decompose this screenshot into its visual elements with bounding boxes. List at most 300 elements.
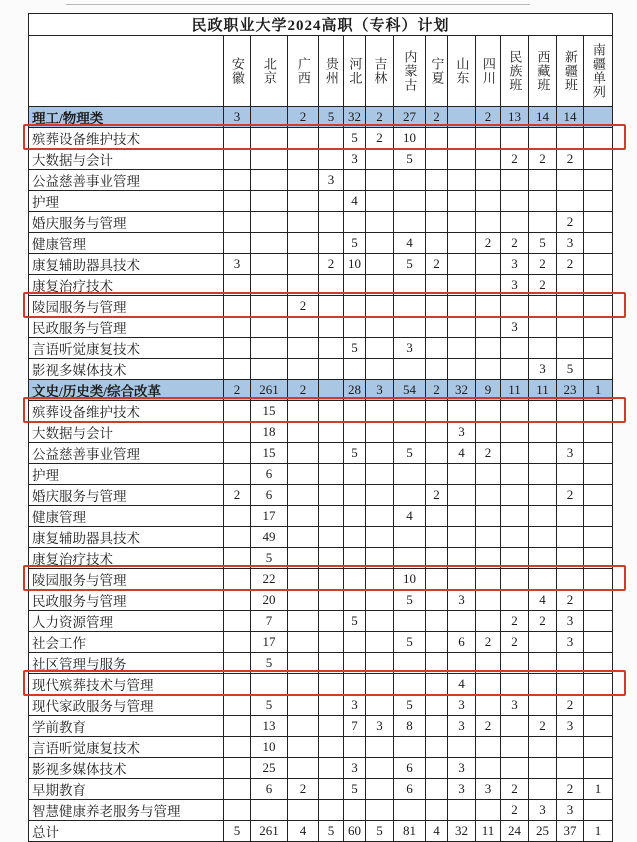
value-cell: 18 bbox=[251, 422, 288, 443]
row-label: 大数据与会计 bbox=[29, 149, 224, 170]
row-label: 人力资源管理 bbox=[29, 611, 224, 632]
value-cell: 3 bbox=[344, 758, 366, 779]
value-cell bbox=[366, 149, 394, 170]
value-cell: 49 bbox=[251, 527, 288, 548]
value-cell bbox=[224, 632, 251, 653]
column-header bbox=[426, 36, 448, 107]
value-cell: 2 bbox=[366, 128, 394, 149]
value-cell bbox=[319, 800, 344, 821]
value-cell bbox=[394, 296, 426, 317]
table-title-row bbox=[29, 14, 613, 36]
value-cell: 15 bbox=[251, 401, 288, 422]
value-cell bbox=[288, 800, 319, 821]
value-cell bbox=[584, 758, 613, 779]
value-cell bbox=[448, 485, 476, 506]
value-cell: 32 bbox=[344, 107, 366, 128]
value-cell bbox=[224, 401, 251, 422]
value-cell bbox=[319, 695, 344, 716]
value-cell: 32 bbox=[448, 380, 476, 401]
value-cell bbox=[426, 569, 448, 590]
value-cell bbox=[426, 506, 448, 527]
value-cell: 5 bbox=[344, 338, 366, 359]
value-cell bbox=[288, 401, 319, 422]
value-cell bbox=[584, 695, 613, 716]
value-cell bbox=[224, 317, 251, 338]
cropped-row-remnant-line bbox=[66, 4, 530, 5]
value-cell bbox=[501, 737, 529, 758]
column-header-label: 吉林 bbox=[372, 57, 388, 85]
value-cell bbox=[394, 485, 426, 506]
value-cell: 5 bbox=[557, 359, 584, 380]
value-cell: 4 bbox=[288, 821, 319, 842]
value-cell bbox=[529, 758, 557, 779]
value-cell bbox=[476, 800, 501, 821]
value-cell bbox=[529, 674, 557, 695]
value-cell bbox=[366, 317, 394, 338]
value-cell bbox=[476, 548, 501, 569]
value-cell: 261 bbox=[251, 380, 288, 401]
value-cell bbox=[251, 296, 288, 317]
value-cell bbox=[448, 464, 476, 485]
value-cell bbox=[426, 590, 448, 611]
value-cell: 5 bbox=[251, 695, 288, 716]
value-cell: 10 bbox=[251, 737, 288, 758]
column-header-label: 西藏班 bbox=[535, 50, 551, 92]
value-cell: 3 bbox=[319, 170, 344, 191]
row-label: 护理 bbox=[29, 464, 224, 485]
value-cell: 2 bbox=[501, 149, 529, 170]
value-cell: 2 bbox=[501, 233, 529, 254]
value-cell bbox=[426, 233, 448, 254]
value-cell bbox=[584, 464, 613, 485]
value-cell bbox=[366, 254, 394, 275]
value-cell: 22 bbox=[251, 569, 288, 590]
value-cell bbox=[426, 317, 448, 338]
value-cell: 17 bbox=[251, 506, 288, 527]
value-cell bbox=[344, 422, 366, 443]
value-cell bbox=[584, 254, 613, 275]
value-cell bbox=[319, 338, 344, 359]
value-cell: 3 bbox=[557, 611, 584, 632]
value-cell bbox=[319, 233, 344, 254]
value-cell bbox=[584, 170, 613, 191]
value-cell bbox=[288, 506, 319, 527]
value-cell: 37 bbox=[557, 821, 584, 842]
column-header-label: 山东 bbox=[454, 57, 470, 85]
value-cell bbox=[476, 758, 501, 779]
value-cell bbox=[319, 296, 344, 317]
value-cell bbox=[476, 464, 501, 485]
value-cell: 2 bbox=[476, 716, 501, 737]
value-cell: 3 bbox=[501, 275, 529, 296]
value-cell: 2 bbox=[529, 254, 557, 275]
section-row bbox=[29, 107, 613, 128]
column-header-label: 四川 bbox=[480, 57, 496, 85]
value-cell bbox=[448, 611, 476, 632]
value-cell bbox=[448, 548, 476, 569]
value-cell bbox=[557, 653, 584, 674]
value-cell bbox=[224, 296, 251, 317]
value-cell bbox=[319, 359, 344, 380]
value-cell bbox=[557, 422, 584, 443]
value-cell: 5 bbox=[319, 821, 344, 842]
value-cell bbox=[394, 191, 426, 212]
value-cell bbox=[584, 716, 613, 737]
row-label: 言语听觉康复技术 bbox=[29, 338, 224, 359]
row-label: 殡葬设备维护技术 bbox=[29, 128, 224, 149]
value-cell: 2 bbox=[476, 443, 501, 464]
value-cell bbox=[251, 317, 288, 338]
value-cell: 3 bbox=[529, 800, 557, 821]
value-cell bbox=[319, 716, 344, 737]
value-cell bbox=[366, 653, 394, 674]
value-cell bbox=[344, 317, 366, 338]
page-title: 民政职业大学2024高职（专科）计划 bbox=[29, 14, 613, 36]
value-cell bbox=[476, 338, 501, 359]
column-header-label: 南疆单列 bbox=[590, 43, 606, 99]
column-header bbox=[344, 36, 366, 107]
value-cell bbox=[584, 233, 613, 254]
value-cell bbox=[319, 149, 344, 170]
value-cell: 5 bbox=[319, 107, 344, 128]
value-cell bbox=[224, 443, 251, 464]
value-cell bbox=[501, 443, 529, 464]
value-cell: 2 bbox=[288, 380, 319, 401]
value-cell: 1 bbox=[584, 380, 613, 401]
value-cell bbox=[584, 275, 613, 296]
table-row bbox=[29, 800, 613, 821]
row-label: 公益慈善事业管理 bbox=[29, 443, 224, 464]
value-cell: 3 bbox=[501, 317, 529, 338]
value-cell bbox=[584, 548, 613, 569]
value-cell: 4 bbox=[448, 443, 476, 464]
value-cell bbox=[288, 191, 319, 212]
table-row bbox=[29, 527, 613, 548]
value-cell bbox=[319, 506, 344, 527]
value-cell bbox=[319, 674, 344, 695]
value-cell: 2 bbox=[224, 485, 251, 506]
value-cell: 2 bbox=[529, 149, 557, 170]
value-cell: 2 bbox=[288, 779, 319, 800]
value-cell: 28 bbox=[344, 380, 366, 401]
value-cell bbox=[529, 212, 557, 233]
value-cell bbox=[448, 338, 476, 359]
row-label: 婚庆服务与管理 bbox=[29, 212, 224, 233]
value-cell bbox=[426, 338, 448, 359]
table-row bbox=[29, 506, 613, 527]
value-cell: 3 bbox=[557, 800, 584, 821]
value-cell bbox=[394, 275, 426, 296]
table-row bbox=[29, 170, 613, 191]
value-cell bbox=[529, 569, 557, 590]
table-row bbox=[29, 611, 613, 632]
table-row bbox=[29, 296, 613, 317]
value-cell bbox=[557, 506, 584, 527]
value-cell bbox=[224, 338, 251, 359]
value-cell bbox=[319, 779, 344, 800]
value-cell bbox=[366, 548, 394, 569]
column-header bbox=[501, 36, 529, 107]
value-cell bbox=[557, 464, 584, 485]
value-cell bbox=[501, 191, 529, 212]
value-cell bbox=[224, 149, 251, 170]
value-cell bbox=[288, 590, 319, 611]
column-header-label: 新疆班 bbox=[562, 50, 578, 92]
column-header-label: 河北 bbox=[347, 57, 363, 85]
value-cell bbox=[476, 149, 501, 170]
value-cell bbox=[501, 401, 529, 422]
value-cell bbox=[529, 191, 557, 212]
value-cell bbox=[224, 779, 251, 800]
value-cell: 2 bbox=[366, 107, 394, 128]
value-cell: 14 bbox=[529, 107, 557, 128]
row-label: 大数据与会计 bbox=[29, 422, 224, 443]
column-header-row bbox=[29, 36, 613, 107]
value-cell bbox=[319, 632, 344, 653]
table-row bbox=[29, 422, 613, 443]
value-cell bbox=[224, 170, 251, 191]
value-cell: 6 bbox=[251, 485, 288, 506]
value-cell: 2 bbox=[529, 716, 557, 737]
value-cell: 10 bbox=[344, 254, 366, 275]
value-cell: 3 bbox=[448, 779, 476, 800]
value-cell: 10 bbox=[394, 128, 426, 149]
value-cell bbox=[251, 128, 288, 149]
value-cell bbox=[251, 800, 288, 821]
table-row bbox=[29, 485, 613, 506]
value-cell: 3 bbox=[344, 695, 366, 716]
value-cell bbox=[319, 401, 344, 422]
value-cell bbox=[501, 758, 529, 779]
value-cell bbox=[344, 212, 366, 233]
value-cell bbox=[584, 653, 613, 674]
table-row bbox=[29, 254, 613, 275]
value-cell: 3 bbox=[224, 254, 251, 275]
value-cell bbox=[426, 401, 448, 422]
value-cell bbox=[448, 296, 476, 317]
value-cell bbox=[288, 254, 319, 275]
value-cell: 2 bbox=[501, 611, 529, 632]
column-header bbox=[557, 36, 584, 107]
value-cell: 5 bbox=[394, 590, 426, 611]
value-cell: 6 bbox=[251, 779, 288, 800]
value-cell bbox=[584, 800, 613, 821]
value-cell bbox=[366, 674, 394, 695]
value-cell bbox=[476, 128, 501, 149]
table-row bbox=[29, 338, 613, 359]
value-cell: 3 bbox=[529, 359, 557, 380]
value-cell bbox=[426, 275, 448, 296]
value-cell bbox=[366, 275, 394, 296]
value-cell bbox=[426, 695, 448, 716]
value-cell bbox=[476, 191, 501, 212]
value-cell: 7 bbox=[251, 611, 288, 632]
value-cell: 24 bbox=[501, 821, 529, 842]
row-label: 健康管理 bbox=[29, 506, 224, 527]
value-cell bbox=[584, 149, 613, 170]
admission-plan-table bbox=[28, 13, 613, 842]
value-cell bbox=[319, 464, 344, 485]
value-cell: 3 bbox=[476, 779, 501, 800]
admission-plan-table-container bbox=[28, 13, 612, 840]
value-cell bbox=[584, 590, 613, 611]
value-cell bbox=[251, 107, 288, 128]
value-cell bbox=[529, 695, 557, 716]
column-header-label: 安徽 bbox=[229, 57, 245, 85]
value-cell bbox=[344, 464, 366, 485]
value-cell bbox=[394, 527, 426, 548]
value-cell bbox=[288, 527, 319, 548]
value-cell: 2 bbox=[224, 380, 251, 401]
value-cell: 3 bbox=[394, 338, 426, 359]
value-cell: 11 bbox=[476, 821, 501, 842]
value-cell: 15 bbox=[251, 443, 288, 464]
value-cell bbox=[288, 653, 319, 674]
value-cell: 11 bbox=[529, 380, 557, 401]
value-cell bbox=[224, 716, 251, 737]
value-cell bbox=[476, 422, 501, 443]
value-cell bbox=[529, 485, 557, 506]
value-cell bbox=[344, 275, 366, 296]
value-cell bbox=[448, 191, 476, 212]
column-header bbox=[448, 36, 476, 107]
value-cell bbox=[288, 338, 319, 359]
value-cell bbox=[319, 422, 344, 443]
value-cell bbox=[426, 422, 448, 443]
value-cell bbox=[366, 338, 394, 359]
value-cell: 13 bbox=[251, 716, 288, 737]
value-cell: 5 bbox=[394, 695, 426, 716]
value-cell bbox=[394, 674, 426, 695]
row-label: 理工/物理类 bbox=[29, 107, 224, 128]
value-cell bbox=[584, 128, 613, 149]
value-cell bbox=[476, 695, 501, 716]
value-cell bbox=[584, 191, 613, 212]
value-cell bbox=[319, 527, 344, 548]
value-cell: 2 bbox=[476, 233, 501, 254]
value-cell bbox=[288, 149, 319, 170]
value-cell bbox=[344, 359, 366, 380]
column-header bbox=[394, 36, 426, 107]
value-cell: 2 bbox=[557, 485, 584, 506]
value-cell bbox=[584, 737, 613, 758]
value-cell bbox=[584, 338, 613, 359]
table-row bbox=[29, 779, 613, 800]
value-cell bbox=[584, 212, 613, 233]
total-row bbox=[29, 821, 613, 842]
value-cell bbox=[366, 233, 394, 254]
value-cell bbox=[366, 485, 394, 506]
header-spacer-cell bbox=[29, 36, 224, 107]
value-cell bbox=[448, 527, 476, 548]
value-cell bbox=[366, 527, 394, 548]
value-cell bbox=[319, 548, 344, 569]
value-cell bbox=[224, 233, 251, 254]
table-row bbox=[29, 653, 613, 674]
table-row bbox=[29, 191, 613, 212]
value-cell: 5 bbox=[344, 233, 366, 254]
value-cell bbox=[448, 275, 476, 296]
value-cell: 5 bbox=[344, 443, 366, 464]
value-cell: 25 bbox=[529, 821, 557, 842]
value-cell: 5 bbox=[394, 632, 426, 653]
value-cell: 3 bbox=[501, 254, 529, 275]
value-cell bbox=[319, 611, 344, 632]
value-cell: 3 bbox=[557, 632, 584, 653]
value-cell: 14 bbox=[557, 107, 584, 128]
value-cell bbox=[344, 401, 366, 422]
value-cell bbox=[529, 737, 557, 758]
table-row bbox=[29, 149, 613, 170]
row-label: 现代家政服务与管理 bbox=[29, 695, 224, 716]
value-cell bbox=[288, 422, 319, 443]
value-cell bbox=[501, 170, 529, 191]
value-cell bbox=[224, 590, 251, 611]
value-cell bbox=[394, 737, 426, 758]
value-cell bbox=[557, 548, 584, 569]
value-cell bbox=[529, 653, 557, 674]
column-header-label: 贵州 bbox=[323, 57, 339, 85]
value-cell bbox=[251, 275, 288, 296]
value-cell bbox=[251, 212, 288, 233]
value-cell: 5 bbox=[529, 233, 557, 254]
column-header bbox=[288, 36, 319, 107]
value-cell bbox=[288, 611, 319, 632]
row-label: 护理 bbox=[29, 191, 224, 212]
value-cell: 7 bbox=[344, 716, 366, 737]
value-cell bbox=[529, 527, 557, 548]
value-cell bbox=[529, 464, 557, 485]
table-row bbox=[29, 674, 613, 695]
value-cell bbox=[476, 275, 501, 296]
value-cell bbox=[426, 779, 448, 800]
value-cell bbox=[501, 464, 529, 485]
value-cell bbox=[476, 212, 501, 233]
value-cell bbox=[394, 548, 426, 569]
value-cell bbox=[476, 485, 501, 506]
value-cell bbox=[557, 569, 584, 590]
value-cell: 3 bbox=[557, 443, 584, 464]
value-cell bbox=[501, 359, 529, 380]
value-cell bbox=[448, 149, 476, 170]
value-cell bbox=[288, 758, 319, 779]
value-cell bbox=[344, 548, 366, 569]
value-cell bbox=[224, 800, 251, 821]
row-label: 影视多媒体技术 bbox=[29, 359, 224, 380]
value-cell bbox=[319, 191, 344, 212]
row-label: 康复治疗技术 bbox=[29, 548, 224, 569]
value-cell bbox=[344, 800, 366, 821]
column-header bbox=[529, 36, 557, 107]
value-cell: 32 bbox=[448, 821, 476, 842]
value-cell bbox=[529, 317, 557, 338]
value-cell: 2 bbox=[501, 632, 529, 653]
value-cell bbox=[529, 506, 557, 527]
value-cell bbox=[344, 569, 366, 590]
value-cell bbox=[557, 275, 584, 296]
value-cell bbox=[394, 422, 426, 443]
column-header bbox=[366, 36, 394, 107]
value-cell bbox=[426, 443, 448, 464]
value-cell bbox=[288, 212, 319, 233]
value-cell bbox=[366, 758, 394, 779]
value-cell bbox=[501, 422, 529, 443]
value-cell: 3 bbox=[557, 233, 584, 254]
value-cell bbox=[476, 296, 501, 317]
value-cell: 3 bbox=[448, 758, 476, 779]
value-cell: 3 bbox=[366, 380, 394, 401]
value-cell: 2 bbox=[529, 275, 557, 296]
